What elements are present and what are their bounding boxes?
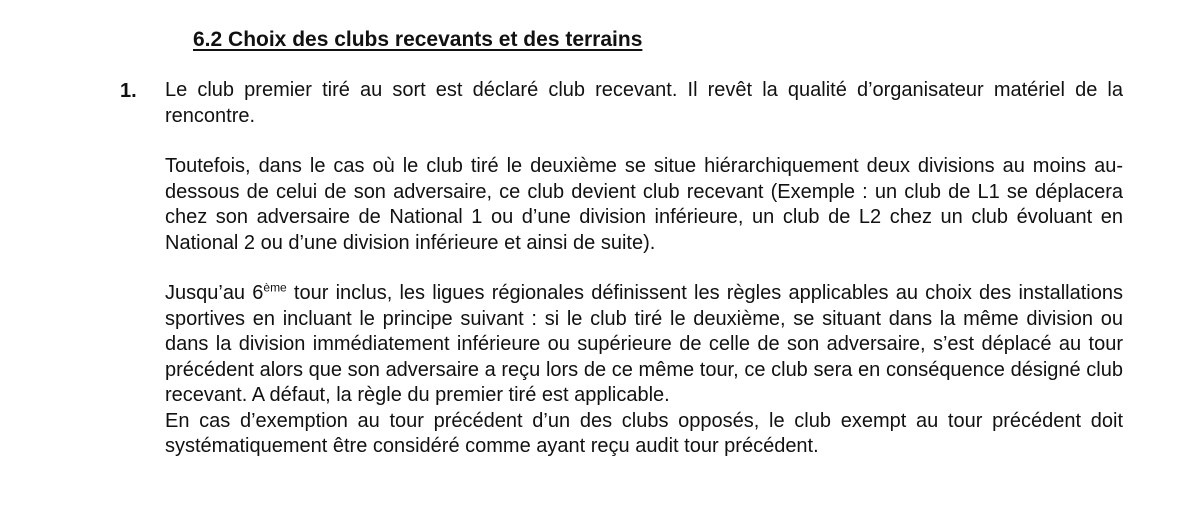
paragraph-regional-leagues-rest: tour inclus, les ligues régionales définissent les règles applicables au choix des installations sportives en incluant le principe suivant : si le club tiré le deuxième, se situant dans la même division ou dans la division immédiatement inférieure ou supérieure de celle de son adversaire, s’est déplacé au tour précédent alors que son adversaire a reçu lors de ce même tour, ce club sera en conséquence désigné club recevant. A défaut, la règle du premier tiré est applicable.	[165, 282, 1123, 406]
paragraph-regional-leagues-start: Jusqu’au 6	[165, 282, 264, 304]
paragraph-regional-leagues	[165, 281, 1123, 409]
paragraph-home-club-rule: Le club premier tiré au sort est déclaré club recevant. Il revêt la qualité d’organisateur matériel de la rencontre.	[165, 79, 1123, 127]
paragraph-division-exception: Toutefois, dans le cas où le club tiré le deuxième se situe hiérarchiquement deux divisions au moins au-dessous de celui de son adversaire, ce club devient club recevant (Exemple : un club de L1 se déplacera chez son adversaire de National 1 ou d’une division inférieure, un club de L2 chez un club évoluant en National 2 ou d’une division inférieure et ainsi de suite).	[165, 155, 1123, 254]
ordinal-superscript: ème	[263, 280, 287, 295]
section-heading: 6.2 Choix des clubs recevants et des terrains	[193, 28, 643, 51]
paragraph-spacer	[165, 129, 1123, 154]
list-item-number: 1.	[120, 80, 137, 102]
paragraph-spacer	[165, 256, 1123, 281]
list-item-body	[165, 78, 1123, 460]
paragraph-exemption: En cas d’exemption au tour précédent d’un des clubs opposés, le club exempt au tour précédent doit systématiquement être considéré comme ayant reçu audit tour précédent.	[165, 409, 1123, 457]
